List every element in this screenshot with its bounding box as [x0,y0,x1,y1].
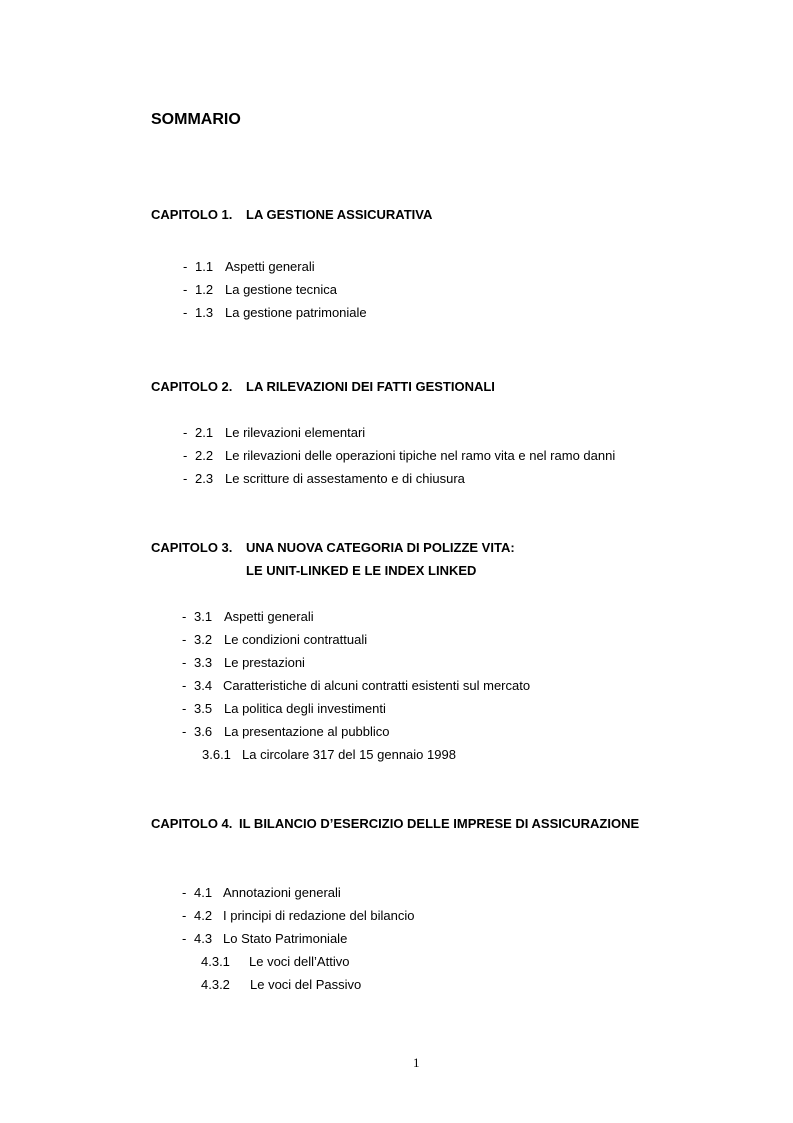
chapter-4-title: IL BILANCIO D’ESERCIZIO DELLE IMPRESE DI ASSICURAZIONE [239,816,640,831]
toc-item-number: 2.1 [195,425,214,440]
toc-item-text: Caratteristiche di alcuni contratti esistenti sul mercato [223,678,531,693]
toc-item-number: 1.3 [195,305,214,320]
toc-subitem-text: La circolare 317 del 15 gennaio 1998 [242,747,456,762]
toc-bullet: - [183,425,188,440]
toc-item-text: La politica degli investimenti [224,701,386,716]
toc-bullet: - [182,931,187,946]
chapter-2-title: LA RILEVAZIONI DEI FATTI GESTIONALI [246,379,495,394]
chapter-3-title-line2: LE UNIT-LINKED E LE INDEX LINKED [246,563,477,578]
toc-item-number: 3.4 [194,678,213,693]
chapter-1-label: CAPITOLO 1. [151,207,233,222]
toc-item-text: La gestione tecnica [225,282,338,297]
toc-item-text: Annotazioni generali [223,885,341,900]
toc-bullet: - [183,259,188,274]
toc-bullet: - [183,448,188,463]
page-title: SOMMARIO [151,111,241,128]
toc-bullet: - [182,701,187,716]
toc-item-number: 2.2 [195,448,214,463]
page-number: 1 [413,1055,420,1070]
toc-item-number: 1.2 [195,282,214,297]
toc-item-text: La presentazione al pubblico [224,724,390,739]
toc-bullet: - [183,471,188,486]
chapter-4-label: CAPITOLO 4. [151,816,233,831]
toc-item-number: 3.2 [194,632,213,647]
toc-bullet: - [183,305,188,320]
toc-item-number: 3.6 [194,724,213,739]
toc-item-text: Le condizioni contrattuali [224,632,368,647]
chapter-2-label: CAPITOLO 2. [151,379,233,394]
chapter-3-title: UNA NUOVA CATEGORIA DI POLIZZE VITA: [246,540,515,555]
toc-bullet: - [182,908,187,923]
toc-bullet: - [182,609,187,624]
toc-item-text: Aspetti generali [225,259,315,274]
toc-item-number: 4.2 [194,908,213,923]
toc-item-number: 2.3 [195,471,214,486]
toc-subitem-number: 3.6.1 [202,747,231,762]
toc-subitem-text: Le voci del Passivo [250,977,362,992]
toc-bullet: - [182,632,187,647]
toc-item-text: La gestione patrimoniale [225,305,367,320]
toc-subitem-text: Le voci dell’Attivo [249,954,350,969]
toc-item-text: Aspetti generali [224,609,314,624]
toc-item-number: 3.5 [194,701,213,716]
toc-bullet: - [182,655,187,670]
chapter-3-label: CAPITOLO 3. [151,540,233,555]
toc-item-text: Le scritture di assestamento e di chiusura [225,471,465,486]
toc-item-text: I principi di redazione del bilancio [223,908,415,923]
toc-bullet: - [182,885,187,900]
chapter-1-title: LA GESTIONE ASSICURATIVA [246,207,433,222]
toc-item-number: 3.1 [194,609,213,624]
toc-item-number: 1.1 [195,259,214,274]
toc-bullet: - [182,678,187,693]
toc-bullet: - [182,724,187,739]
toc-item-text: Le rilevazioni elementari [225,425,366,440]
toc-bullet: - [183,282,188,297]
toc-item-text: Le prestazioni [224,655,305,670]
toc-subitem-number: 4.3.2 [201,977,230,992]
toc-item-number: 3.3 [194,655,213,670]
toc-item-text: Lo Stato Patrimoniale [223,931,348,946]
toc-item-number: 4.1 [194,885,213,900]
toc-subitem-number: 4.3.1 [201,954,230,969]
toc-item-text: Le rilevazioni delle operazioni tipiche nel ramo vita e nel ramo danni [225,448,616,463]
toc-item-number: 4.3 [194,931,213,946]
